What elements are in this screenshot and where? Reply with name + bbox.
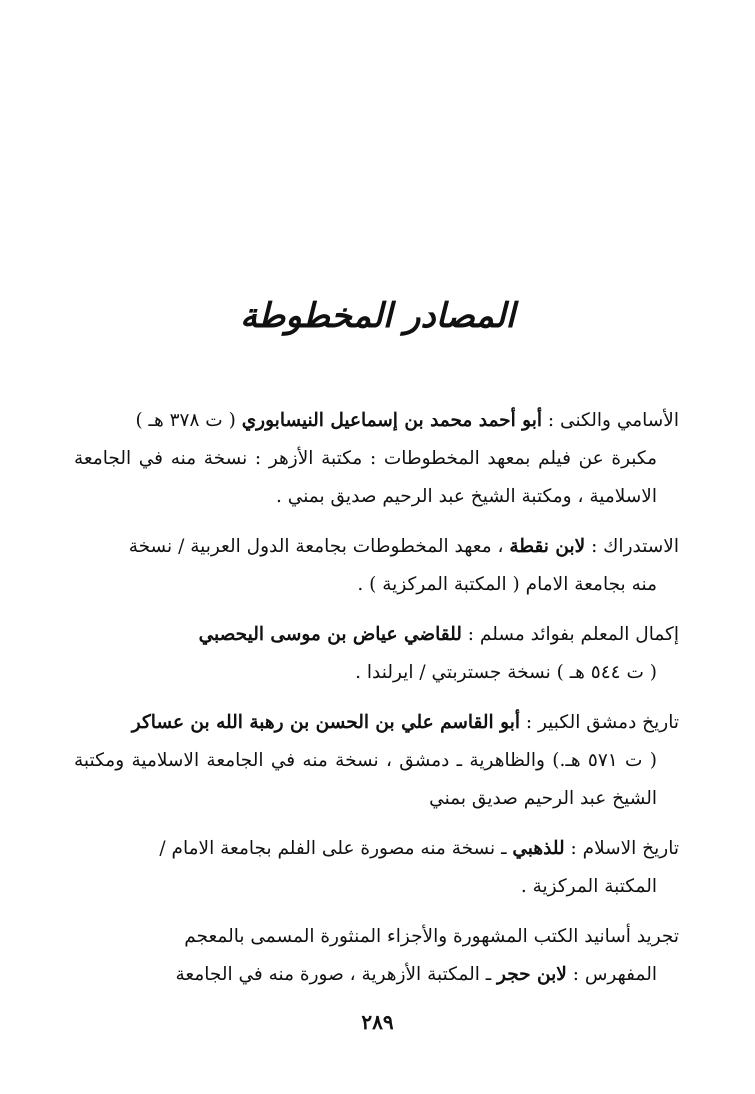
entry-author: لابن حجر <box>497 964 567 985</box>
entry-details-text: ـ المكتبة الأزهرية ، صورة منه في الجامعة <box>175 964 498 985</box>
entry-heading-tail: ـ نسخة منه مصورة على الفلم بجامعة الامام / <box>159 838 513 859</box>
sources-list <box>74 402 679 1006</box>
entry-heading: تجريد أسانيد الكتب المشهورة والأجزاء المنثورة المسمى بالمعجم <box>184 926 679 947</box>
entry-details: مكبرة عن فيلم بمعهد المخطوطات : مكتبة الأزهر : نسخة منه في الجامعة الاسلامية ، ومكتبة الشيخ عبد الرحيم صديق بمني . <box>74 448 657 507</box>
source-entry <box>74 830 679 906</box>
entry-details: منه بجامعة الامام ( المكتبة المركزية ) . <box>357 574 657 595</box>
source-entry <box>74 528 679 604</box>
entry-details: المكتبة المركزية . <box>520 876 657 897</box>
entry-heading: تاريخ دمشق الكبير : <box>519 712 679 733</box>
entry-heading-tail: ( ت ٣٧٨ هـ ) <box>135 410 242 431</box>
entry-details <box>74 956 679 994</box>
entry-heading: الاستدراك : <box>585 536 679 557</box>
entry-details: ( ت ٥٧١ هـ.) والظاهرية ـ دمشق ، نسخة منه في الجامعة الاسلامية ومكتبة الشيخ عبد الرحيم صديق بمني <box>74 750 657 809</box>
source-entry <box>74 918 679 994</box>
source-entry <box>74 616 679 692</box>
entry-heading: تاريخ الاسلام : <box>564 838 679 859</box>
entry-author: للقاضي عياض بن موسى اليحصبي <box>198 624 462 645</box>
page-title: المصادر المخطوطة <box>240 296 515 336</box>
page-number: ٢٨٩ <box>361 1010 394 1034</box>
entry-author: للذهبي <box>512 838 565 859</box>
entry-details: ( ت ٥٤٤ هـ ) نسخة جستربتي / ايرلندا . <box>355 662 657 683</box>
source-entry <box>74 704 679 818</box>
entry-author: لابن نقطة <box>509 536 586 557</box>
entry-author: أبو أحمد محمد بن إسماعيل النيسابوري <box>241 410 543 431</box>
entry-author: أبو القاسم علي بن الحسن بن رهبة الله بن عساكر <box>131 712 520 733</box>
entry-heading-tail: ، معهد المخطوطات بجامعة الدول العربية / نسخة <box>128 536 510 557</box>
entry-heading: إكمال المعلم بفوائد مسلم : <box>461 624 679 645</box>
entry-details-prefix: المفهرس : <box>566 964 657 985</box>
entry-heading: الأسامي والكنى : <box>542 410 679 431</box>
source-entry <box>74 402 679 516</box>
